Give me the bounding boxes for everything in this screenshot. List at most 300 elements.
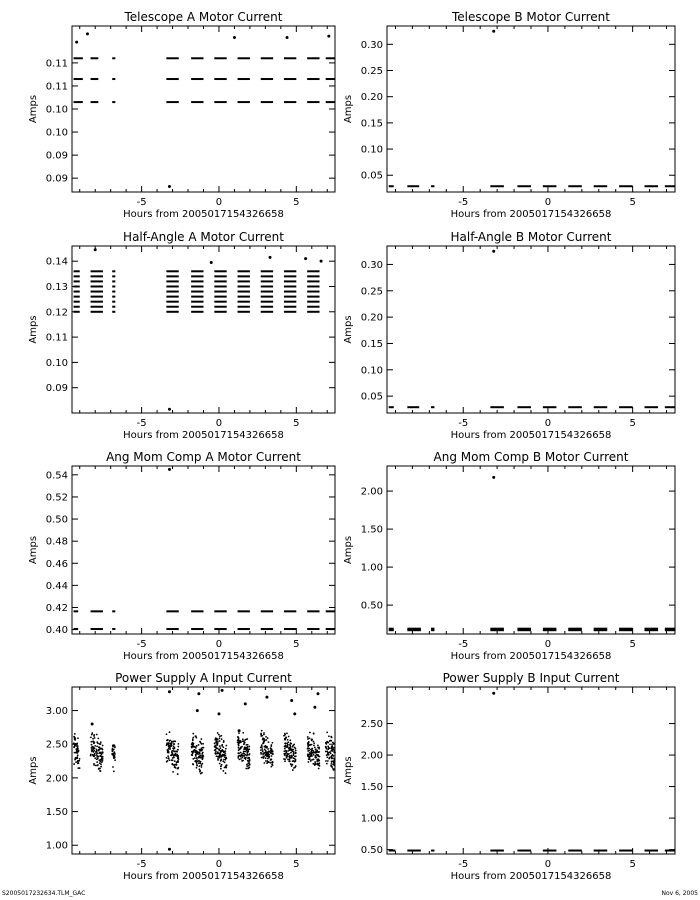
chart-7-point [238, 747, 240, 749]
chart-8-ytick-label: 1.50 [360, 782, 383, 794]
chart-8-points [389, 692, 675, 851]
chart-7-point [219, 740, 221, 742]
chart-7-point [202, 756, 204, 758]
chart-7-point [264, 749, 266, 751]
chart-7-point [292, 746, 294, 748]
chart-7-point [310, 753, 312, 755]
chart-7-point [267, 748, 269, 750]
chart-7-point [95, 765, 97, 767]
chart-7-point [268, 741, 270, 743]
chart-7-point [92, 748, 94, 750]
chart-7-point [93, 763, 95, 765]
chart-7-point [198, 744, 200, 746]
chart-7-point [198, 753, 200, 755]
chart-7-point [326, 763, 328, 765]
chart-4-ytick-label: 0.15 [360, 338, 383, 350]
chart-7-point [219, 763, 221, 765]
chart-7-point [225, 757, 227, 759]
chart-7-point [289, 739, 291, 741]
chart-7-point [196, 709, 199, 712]
chart-8-ytick-label: 0.50 [360, 845, 383, 857]
chart-2-ylabel: Amps [343, 94, 354, 124]
chart-7-point [265, 739, 267, 741]
chart-7-point [290, 763, 292, 765]
chart-5-xtick-label: 0 [215, 639, 223, 650]
chart-4-ytick-label: 0.30 [360, 259, 383, 271]
chart-7-point [238, 729, 241, 732]
chart-7-point [223, 740, 225, 742]
chart-7-point [284, 746, 286, 748]
chart-7-point [172, 747, 174, 749]
chart-1-ytick-label: 0.10 [45, 127, 68, 139]
chart-7-point [197, 692, 200, 695]
chart-7-point [215, 746, 217, 748]
chart-7-point [168, 752, 170, 754]
chart-2-xtick-label: -5 [458, 197, 469, 208]
chart-1-title: Telescope A Motor Current [124, 10, 283, 24]
chart-7-point [265, 736, 267, 738]
chart-7-point [311, 755, 313, 757]
chart-6-xtick-label: 5 [629, 639, 636, 650]
chart-3-ylabel: Amps [28, 315, 39, 344]
chart-7-point [114, 753, 116, 755]
chart-1-ytick-label: 0.10 [45, 104, 68, 116]
chart-7-point [327, 752, 329, 754]
chart-7-point [220, 765, 222, 767]
chart-7-point [73, 742, 75, 744]
chart-2-title: Telescope B Motor Current [451, 10, 611, 24]
chart-7-point [316, 759, 318, 761]
chart-7-point [284, 760, 286, 762]
chart-7-point [311, 759, 313, 761]
chart-7-point [90, 737, 92, 739]
chart-7-point [313, 706, 316, 709]
chart-7-point [196, 757, 198, 759]
chart-7-point [177, 746, 179, 748]
chart-7-point [214, 739, 216, 741]
chart-7-point [192, 733, 194, 735]
chart-7-point [244, 751, 246, 753]
chart-7-point [220, 760, 222, 762]
chart-7-point [270, 748, 272, 750]
chart-7-point [241, 746, 243, 748]
chart-6-ytick-label: 1.00 [360, 562, 383, 574]
chart-4-title: Half-Angle B Motor Current [450, 230, 612, 244]
chart-7-point [238, 745, 240, 747]
chart-4-ylabel: Amps [343, 315, 354, 344]
chart-7-point [246, 738, 248, 740]
chart-7-point [196, 767, 198, 769]
chart-7-point [265, 757, 267, 759]
chart-2-ytick-label: 0.10 [360, 144, 383, 156]
chart-2-frame [387, 26, 675, 192]
chart-7-point [201, 763, 203, 765]
chart-7-point [317, 745, 319, 747]
chart-7-point [114, 759, 116, 761]
chart-8 [343, 671, 675, 882]
chart-5-ytick-label: 0.48 [45, 536, 68, 548]
chart-7-point [99, 768, 101, 770]
chart-7-point [287, 744, 289, 746]
chart-7-point [201, 766, 203, 768]
chart-7-point [76, 757, 78, 759]
chart-7-point [238, 755, 240, 757]
chart-7-point [218, 734, 220, 736]
chart-4-xtick-label: 5 [629, 418, 636, 429]
chart-1-xtick-label: -5 [136, 197, 147, 208]
chart-7-point [290, 699, 293, 702]
chart-7-point [91, 723, 94, 726]
chart-7-point [202, 758, 204, 760]
chart-7-point [192, 758, 194, 760]
chart-7-frame [72, 687, 335, 854]
chart-7-point [74, 745, 76, 747]
chart-5-ytick-label: 0.42 [45, 602, 68, 614]
chart-7-point [244, 739, 246, 741]
chart-7-point [113, 771, 115, 773]
chart-7-point [221, 755, 223, 757]
chart-7-point [96, 761, 98, 763]
chart-3-point [304, 257, 307, 260]
chart-7-point [244, 747, 246, 749]
chart-3-xtick-label: 0 [215, 418, 223, 429]
chart-1 [28, 10, 335, 220]
chart-7-point [286, 754, 288, 756]
chart-7-point [191, 751, 193, 753]
chart-7-point [201, 743, 203, 745]
chart-7-point [314, 752, 316, 754]
chart-7-point [192, 764, 194, 766]
chart-7-point [265, 745, 267, 747]
chart-3-point [320, 260, 323, 263]
chart-7-point [96, 758, 98, 760]
chart-7-point [170, 755, 172, 757]
chart-7-point [331, 750, 333, 752]
chart-7-point [217, 712, 220, 715]
chart-7-point [166, 733, 168, 735]
chart-7-point [264, 739, 266, 741]
chart-6-ytick-label: 2.00 [360, 486, 383, 498]
chart-3 [28, 230, 335, 441]
chart-7-point [292, 757, 294, 759]
chart-7-point [167, 739, 169, 741]
chart-7-point [313, 742, 315, 744]
chart-7-point [237, 739, 239, 741]
chart-7-point [315, 748, 317, 750]
chart-7-point [260, 749, 262, 751]
chart-2-ytick-label: 0.20 [360, 92, 383, 104]
chart-7-point [332, 754, 334, 756]
chart-7-point [177, 749, 179, 751]
chart-7-point [292, 769, 294, 771]
chart-7-point [96, 749, 98, 751]
chart-7-point [101, 753, 103, 755]
chart-1-xlabel: Hours from 2005017154326658 [123, 209, 284, 220]
chart-7-point [241, 760, 243, 762]
chart-1-point [233, 36, 236, 39]
chart-7-point [318, 768, 320, 770]
chart-7-point [334, 752, 336, 754]
chart-7-point [226, 764, 228, 766]
chart-7-point [248, 746, 250, 748]
chart-7-point [98, 759, 100, 761]
chart-7-point [328, 735, 330, 737]
chart-7-point [200, 738, 202, 740]
chart-7-point [285, 751, 287, 753]
chart-7-point [219, 736, 221, 738]
chart-1-ytick-label: 0.09 [45, 150, 68, 162]
chart-7-point [311, 748, 313, 750]
chart-7-point [249, 753, 251, 755]
chart-7-point [199, 754, 201, 756]
chart-6-point [492, 476, 495, 479]
chart-7-point [241, 757, 243, 759]
chart-2-xtick-label: 0 [544, 197, 552, 208]
chart-7-point [311, 739, 313, 741]
chart-7-point [238, 752, 240, 754]
chart-7-point [326, 754, 328, 756]
chart-5 [28, 450, 335, 662]
chart-7-point [168, 745, 170, 747]
chart-7-point [196, 765, 198, 767]
chart-7-point [174, 760, 176, 762]
chart-8-xtick-label: -5 [458, 859, 469, 870]
chart-7-point [94, 745, 96, 747]
chart-7-point [95, 751, 97, 753]
chart-2-points [389, 30, 675, 187]
chart-6-ylabel: Amps [343, 535, 354, 565]
chart-7-point [262, 743, 264, 745]
chart-4-ytick-label: 0.20 [360, 312, 383, 324]
chart-7-point [318, 760, 320, 762]
chart-3-xtick-label: 5 [293, 418, 300, 429]
chart-7-point [295, 755, 297, 757]
chart-7-point [173, 751, 175, 753]
chart-7-point [74, 752, 76, 754]
chart-7-point [177, 757, 179, 759]
chart-7-point [225, 745, 227, 747]
chart-7-point [248, 748, 250, 750]
chart-7-point [91, 749, 93, 751]
chart-6-ytick-label: 1.50 [360, 524, 383, 536]
chart-6-xtick-label: 0 [544, 639, 552, 650]
chart-7-point [90, 741, 92, 743]
chart-7-point [330, 753, 332, 755]
chart-7-point [215, 751, 217, 753]
chart-7-point [92, 740, 94, 742]
chart-7-point [200, 764, 202, 766]
chart-7-point [194, 746, 196, 748]
chart-7-point [293, 754, 295, 756]
chart-6-frame [387, 466, 675, 634]
chart-7-point [196, 759, 198, 761]
chart-4-xtick-label: 0 [544, 418, 552, 429]
chart-7-point [314, 746, 316, 748]
chart-7-ytick-label: 1.00 [45, 840, 68, 852]
chart-1-ytick-label: 0.11 [45, 58, 68, 70]
chart-7-point [287, 739, 289, 741]
chart-7-point [248, 757, 250, 759]
chart-7-point [266, 752, 268, 754]
chart-7-point [309, 744, 311, 746]
chart-7-point [225, 759, 227, 761]
chart-7-point [313, 754, 315, 756]
chart-7-point [224, 761, 226, 763]
chart-2-xtick-label: 5 [629, 197, 636, 208]
chart-5-points [74, 468, 335, 629]
chart-8-xtick-label: 5 [629, 859, 636, 870]
chart-7-point [237, 757, 239, 759]
chart-7-point [307, 744, 309, 746]
chart-5-ytick-label: 0.50 [45, 514, 68, 526]
chart-7-point [166, 757, 168, 759]
chart-7-xlabel: Hours from 2005017154326658 [123, 871, 284, 882]
chart-7-point [318, 751, 320, 753]
chart-7-point [76, 748, 78, 750]
chart-7-point [261, 744, 263, 746]
chart-7-point [221, 744, 223, 746]
chart-7-point [244, 702, 247, 705]
chart-8-point [492, 692, 495, 695]
chart-7-point [288, 760, 290, 762]
chart-7-point [333, 747, 335, 749]
chart-7-point [194, 760, 196, 762]
chart-7-point [100, 759, 102, 761]
chart-7-point [202, 752, 204, 754]
chart-7-point [295, 750, 297, 752]
chart-7-point [74, 733, 76, 735]
chart-7-point [76, 752, 78, 754]
chart-5-ytick-label: 0.54 [45, 470, 68, 482]
chart-7-point [91, 734, 93, 736]
chart-3-ytick-label: 0.12 [45, 307, 68, 319]
chart-7-point [238, 732, 240, 734]
chart-7-point [316, 760, 318, 762]
chart-7 [28, 671, 336, 882]
chart-7-point [312, 763, 314, 765]
chart-7-point [94, 753, 96, 755]
chart-2-xlabel: Hours from 2005017154326658 [450, 209, 612, 220]
chart-7-point [94, 754, 96, 756]
chart-7-point [285, 737, 287, 739]
chart-7-point [214, 743, 216, 745]
chart-7-point [290, 752, 292, 754]
chart-3-points [74, 248, 323, 410]
chart-7-point [176, 751, 178, 753]
chart-7-point [192, 744, 194, 746]
chart-3-xtick-label: -5 [136, 418, 147, 429]
chart-1-points [74, 32, 335, 188]
chart-7-point [270, 766, 272, 768]
chart-7-point [199, 741, 201, 743]
chart-7-point [202, 747, 204, 749]
chart-7-point [285, 742, 287, 744]
chart-5-title: Ang Mom Comp A Motor Current [106, 450, 301, 464]
chart-7-point [327, 760, 329, 762]
chart-7-point [218, 753, 220, 755]
chart-7-point [326, 748, 328, 750]
chart-7-point [101, 751, 103, 753]
chart-4-frame [387, 246, 675, 413]
chart-7-point [195, 754, 197, 756]
chart-7-point [97, 750, 99, 752]
chart-7-point [218, 749, 220, 751]
chart-1-frame [72, 26, 335, 192]
chart-8-xlabel: Hours from 2005017154326658 [450, 871, 612, 882]
chart-5-xtick-label: 5 [293, 639, 300, 650]
chart-7-point [98, 752, 100, 754]
chart-7-point [244, 742, 246, 744]
chart-7-point [198, 757, 200, 759]
chart-7-point [325, 760, 327, 762]
chart-5-ytick-label: 0.46 [45, 558, 68, 570]
chart-7-point [246, 765, 248, 767]
chart-7-point [223, 770, 225, 772]
chart-1-ylabel: Amps [28, 94, 39, 124]
chart-7-point [314, 761, 316, 763]
chart-7-point [166, 744, 168, 746]
chart-7-point [217, 739, 219, 741]
chart-3-point [269, 256, 272, 259]
chart-4 [343, 230, 675, 441]
chart-4-xtick-label: -5 [458, 418, 469, 429]
chart-7-point [219, 737, 221, 739]
chart-7-point [294, 746, 296, 748]
chart-7-point [172, 771, 174, 773]
chart-8-xtick-label: 0 [544, 859, 552, 870]
chart-1-point [168, 185, 171, 188]
footer-date: Nov 6, 2005 [661, 890, 698, 897]
chart-2-ytick-label: 0.05 [360, 170, 383, 182]
chart-7-point [191, 754, 193, 756]
chart-3-ytick-label: 0.09 [45, 383, 68, 395]
chart-7-point [219, 745, 221, 747]
chart-7-point [309, 757, 311, 759]
chart-7-point [307, 750, 309, 752]
chart-7-point [75, 761, 77, 763]
chart-7-point [244, 757, 246, 759]
chart-7-point [310, 749, 312, 751]
chart-7-point [293, 712, 296, 715]
chart-7-point [260, 733, 262, 735]
chart-7-point [99, 748, 101, 750]
chart-7-point [287, 750, 289, 752]
chart-7-point [292, 749, 294, 751]
chart-7-point [174, 754, 176, 756]
chart-7-point [171, 759, 173, 761]
chart-7-point [199, 750, 201, 752]
chart-2-ytick-label: 0.30 [360, 39, 383, 51]
chart-7-point [313, 733, 315, 735]
chart-7-point [267, 737, 269, 739]
chart-6-ytick-label: 0.50 [360, 600, 383, 612]
chart-7-point [94, 737, 96, 739]
chart-7-point [97, 756, 99, 758]
chart-7-point [79, 758, 81, 760]
chart-6-xlabel: Hours from 2005017154326658 [450, 651, 612, 662]
chart-7-point [100, 770, 102, 772]
chart-7-point [171, 741, 173, 743]
chart-7-point [90, 755, 92, 757]
chart-3-point [168, 408, 171, 411]
chart-7-point [202, 743, 204, 745]
chart-7-point [76, 742, 78, 744]
chart-7-point [289, 748, 291, 750]
chart-7-point [196, 761, 198, 763]
chart-7-point [333, 743, 335, 745]
chart-7-xtick-label: -5 [136, 859, 147, 870]
chart-5-ylabel: Amps [28, 535, 39, 565]
